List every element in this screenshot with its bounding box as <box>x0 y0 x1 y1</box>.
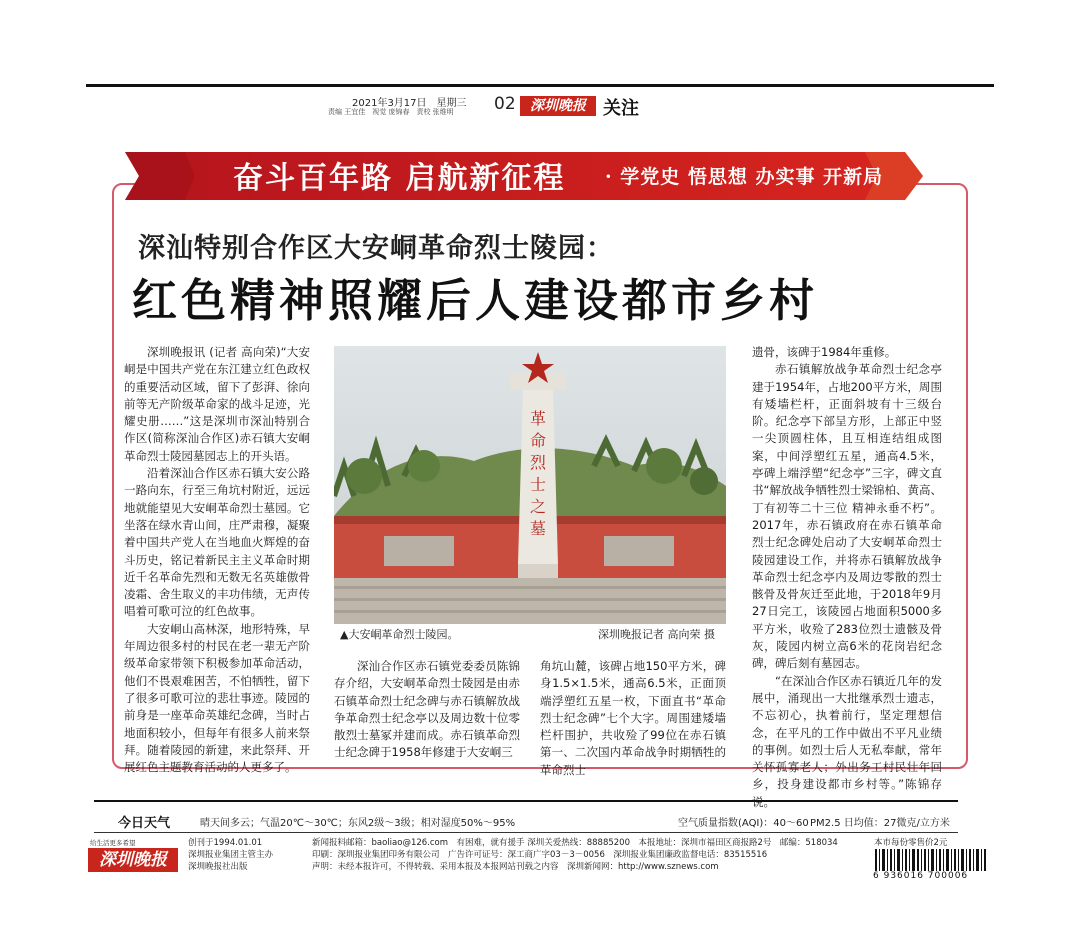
barcode-icon <box>873 849 988 871</box>
svg-text:士: 士 <box>529 475 547 494</box>
svg-text:墓: 墓 <box>529 519 547 538</box>
article-subtitle: 深汕特别合作区大安峒革命烈士陵园： <box>138 233 614 264</box>
weather-title: 今日天气 <box>118 816 171 831</box>
svg-text:命: 命 <box>529 431 547 450</box>
article-column-2 <box>334 658 520 762</box>
memorial-photo <box>334 346 726 624</box>
paragraph: 遗骨，该碑于1984年重修。 <box>752 345 897 359</box>
article-column-1 <box>124 344 310 776</box>
paragraph: “在深汕合作区赤石镇近几年的发展中，涌现出一大批继承烈士遗志，不忘初心，执着前行，坚定理想信念，在平凡的工作中做出不平凡业绩的事例。如烈士后人无私奉献，常年关怀孤寡老人；外出务工村民壮年回乡，投身建设都市乡村等。”陈锦存 <box>752 673 942 792</box>
footer-founded: 创刊于1994.01.01 <box>188 838 263 848</box>
banner-sub-text: · 学党史 悟思想 办实事 开新局 <box>605 166 884 188</box>
svg-text:之: 之 <box>529 497 547 516</box>
svg-text:革: 革 <box>529 409 547 428</box>
paragraph: 深圳晚报讯 (记者 高向荣)“大安峒是中国共产党在东江建立红色政权的重要活动区域，留下了彭湃、徐向前等无产阶级革命家的战斗足迹，光耀史册……”这是深圳市深汕特别合作区(简称深汕合作区)赤石镇大安峒革命烈士陵园墓园志上的开头语。 <box>124 345 310 463</box>
paragraph: 大安峒山高林深，地形特殊，早年周边很多村的村民在老一辈无产阶级革命家带领下积极参加革命活动，他们不畏艰难困苦，不怕牺牲，留下了很多可歌可泣的悲壮事迹。陵园的前身是一座革命英雄纪念碑，当时占地面积较小，但每年有很多人前来祭拜。随着陵园的新建，来此祭拜、开展红色主题教育活动的人更多了。 <box>124 621 310 775</box>
footer-line-3: 声明：未经本报许可，不得转载、采用本报及本报网站刊载之内容 深圳新闻网：http://www.sznews.com <box>312 862 719 872</box>
pm25-value: PM2.5 日均值：27微克/立方米 <box>810 818 950 829</box>
top-rule <box>86 84 994 87</box>
footer-line-2: 印刷：深圳报业集团印务有限公司 广告许可证号：深工商广字03－3－0056 深圳报业集团廉政监督电话：83515516 <box>312 850 768 860</box>
page-number: 02 <box>494 94 516 114</box>
banner-main-text: 奋斗百年路 启航新征程 <box>233 161 566 196</box>
footer-sponsor: 深圳报业集团主管主办 <box>188 850 274 860</box>
footer-slogan: 给生活更多希望 <box>90 839 136 847</box>
newspaper-logo: 深圳晚报 <box>520 96 596 116</box>
air-quality-index: 空气质量指数(AQI)：40～60 <box>678 818 809 829</box>
paragraph: 沿着深汕合作区赤石镇大安公路一路向东，行至三角坑村附近，远远地就能望见大安峒革命烈士墓园。它坐落在绿水青山间，庄严肃穆，凝聚着中国共产党人在当地血火辉煌的奋斗历史，铭记着新民主主义革命时期近千名革命先烈和无数无名英雄傲骨凌霜、舍生取义的丰功伟绩，无声传唱着可歌可泣的红色故事。 <box>124 466 310 619</box>
paragraph: 角坑山麓，该碑占地150平方米，碑身1.5×1.5米，通高6.5米，正面顶端浮塑红五星一枚，下面直书“革命烈士纪念碑”七个大字。周围建矮墙栏杆围护，共收殓了99位在赤石镇第一、二次国内革命战争时期牺牲的革命烈士 <box>540 659 726 777</box>
article-column-3 <box>540 658 726 779</box>
section-name: 关注 <box>603 98 639 119</box>
article-column-4 <box>752 344 942 811</box>
footer-publisher: 深圳晚报社出版 <box>188 862 248 872</box>
photo-caption: ▲大安峒革命烈士陵园。 <box>340 628 459 641</box>
paragraph: 赤石镇解放战争革命烈士纪念亭建于1954年，占地200平方米，周围有矮墙栏杆，正面斜坡有十三级台阶。纪念亭下部呈方形，上部正中竖一尖顶圆柱体，且互相连结组成图案，中间浮塑红五星，通高4.5米，亭碑上端浮塑“纪念亭”三字，碑文直书“解放战争牺牲烈士梁锦柏、黄高、丁有初等二十三位 精神永垂不朽”。2017年，赤石镇政府在赤石镇革命烈士纪念碑处启动了大安峒革命烈士陵园建设工作，并将赤石镇解放战争革命烈士纪念亭内及周边零散的烈士骸骨及骨灰迁至此地，于2018年9月27日完工，该陵园占地面积5000多平方米，收殓了283位烈士遗骸及骨灰，陵园内树立高6米的花岗岩纪念碑，碑后刻有墓园志。 <box>752 362 942 671</box>
svg-text:烈: 烈 <box>529 453 547 472</box>
weather-text: 晴天间多云；气温20℃～30℃；东风2级～3级；相对湿度50%～95% <box>200 818 516 829</box>
editor-credits: 责编 王宜佳 视觉 庞锦春 责校 张维明 <box>328 108 454 116</box>
weather-top-rule <box>94 800 958 802</box>
article-headline: 红色精神照耀后人建设都市乡村 <box>132 274 819 327</box>
barcode-number: 6 936016 700006 <box>873 871 969 881</box>
issue-date: 2021年3月17日 星期三 <box>352 98 467 109</box>
footer-price: 本市每份零售价2元 <box>874 838 948 848</box>
weather-bottom-rule <box>94 832 958 833</box>
photo-credit: 深圳晚报记者 高向荣 摄 <box>598 628 715 641</box>
footer-line-1: 新闻报料邮箱：baoliao@126.com 有困难，就有援手 深圳关爱热线：88885200 本报地址：深圳市福田区商报路2号 邮编：518034 <box>312 838 838 848</box>
paragraph: 深汕合作区赤石镇党委委员陈锦存介绍，大安峒革命烈士陵园是由赤石镇革命烈士纪念碑与赤石镇解放战争革命烈士纪念亭以及周边数十位零散烈士墓冢并建而成。赤石镇革命烈士纪念碑于1958年修建于大安峒三 <box>334 659 520 760</box>
footer-logo: 深圳晚报 <box>88 848 178 872</box>
